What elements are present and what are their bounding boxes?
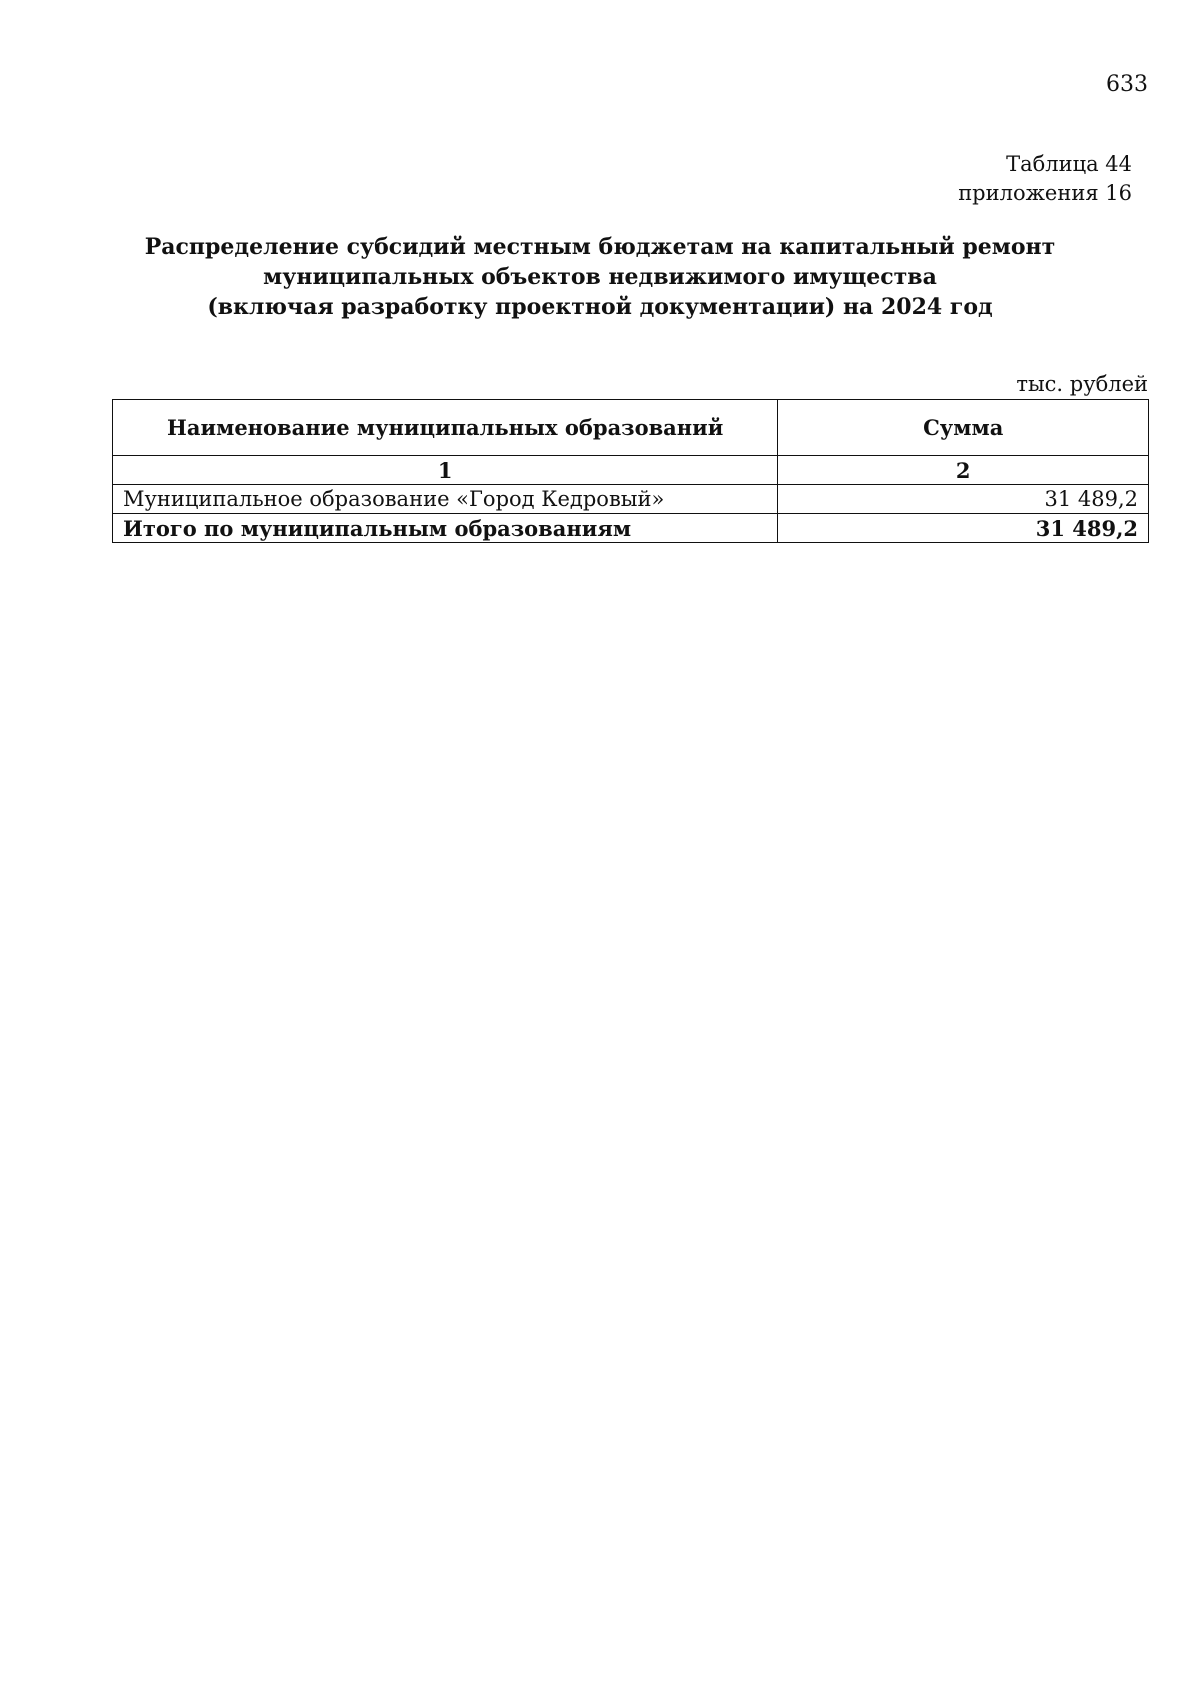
table-number: Таблица 44 <box>1006 152 1132 176</box>
total-row <box>113 514 1149 543</box>
total-label: Итого по муниципальным образованиям <box>113 514 778 543</box>
document-title <box>110 232 1090 322</box>
subsidy-table <box>112 399 1149 543</box>
title-line-3: (включая разработку проектной документации) на 2024 год <box>207 294 993 320</box>
header-municipality: Наименование муниципальных образований <box>113 400 778 456</box>
appendix-number: приложения 16 <box>958 181 1132 205</box>
table-reference <box>958 150 1132 208</box>
title-line-2: муниципальных объектов недвижимого имущества <box>263 264 937 290</box>
column-number-1: 1 <box>113 456 778 485</box>
column-number-2: 2 <box>778 456 1149 485</box>
header-row <box>113 400 1149 456</box>
column-number-row <box>113 456 1149 485</box>
table-row <box>113 485 1149 514</box>
units-label: тыс. рублей <box>1016 372 1148 396</box>
header-amount: Сумма <box>778 400 1149 456</box>
page-number: 633 <box>1106 72 1148 97</box>
municipality-name: Муниципальное образование «Город Кедровый» <box>113 485 778 514</box>
total-amount: 31 489,2 <box>778 514 1149 543</box>
title-line-1: Распределение субсидий местным бюджетам на капитальный ремонт <box>144 234 1056 260</box>
municipality-amount: 31 489,2 <box>778 485 1149 514</box>
